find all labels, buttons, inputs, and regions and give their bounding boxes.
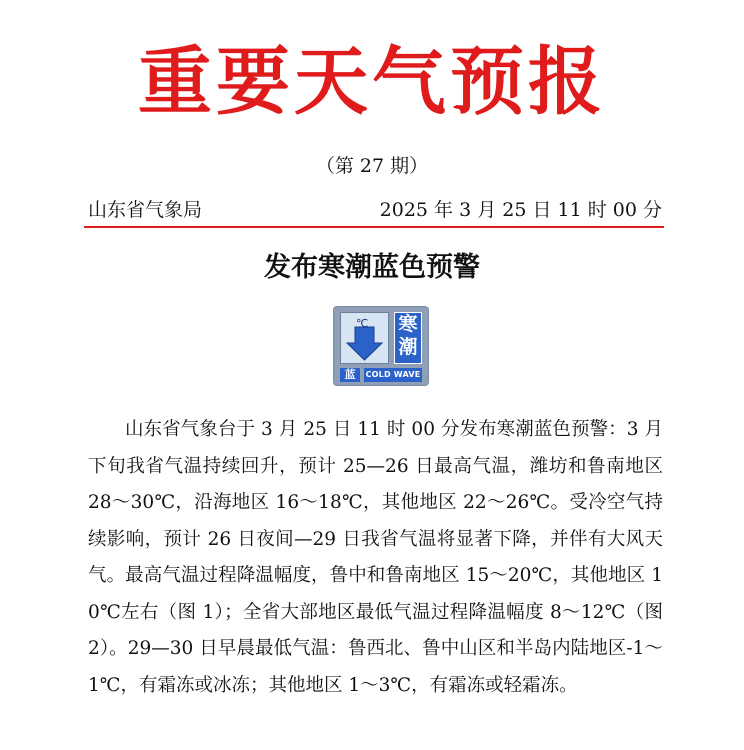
warning-body-paragraph: 山东省气象台于 3 月 25 日 11 时 00 分发布寒潮蓝色预警：3 月下旬我省气温持续回升，预计 25—26 日最高气温，潍坊和鲁南地区 28～30℃，沿海地区 16～18℃，其他地区 22～26℃。受冷空气持续影响，预计 26 日夜间—29 日我省气温将显著下降，并伴有大风天气。最高气温过程降温幅度，鲁中和鲁南地区 15～20℃，其他地区 10℃左右（图 1）；全省大部地区最低气温过程降温幅度 8～12℃（图 2）。29—30 日早晨最低气温：鲁西北、鲁中山区和半岛内陆地区-1～1℃，有霜冻或冰冻；其他地区 1～3℃，有霜冻或轻霜冻。 [88, 419, 663, 696]
hazard-char-1: 寒 [398, 313, 418, 335]
issue-datetime: 2025 年 3 月 25 日 11 时 00 分 [379, 199, 662, 221]
document-title: 发布寒潮蓝色预警 [264, 252, 480, 283]
issue-number: （第 27 期） [315, 155, 429, 177]
issuing-organization: 山东省气象局 [88, 199, 203, 221]
english-hazard-label: COLD WAVE [364, 368, 422, 382]
thermometer-icon: ℃ [356, 317, 369, 330]
thermometer-panel [340, 312, 389, 364]
hazard-type-label [394, 312, 422, 364]
warning-level-label: 蓝 [340, 368, 360, 382]
meta-row [88, 196, 662, 224]
masthead-title: 重要天气预报 [138, 39, 606, 125]
red-divider [84, 226, 664, 228]
hazard-char-2: 潮 [398, 336, 418, 358]
cold-wave-blue-warning-badge [334, 307, 428, 385]
